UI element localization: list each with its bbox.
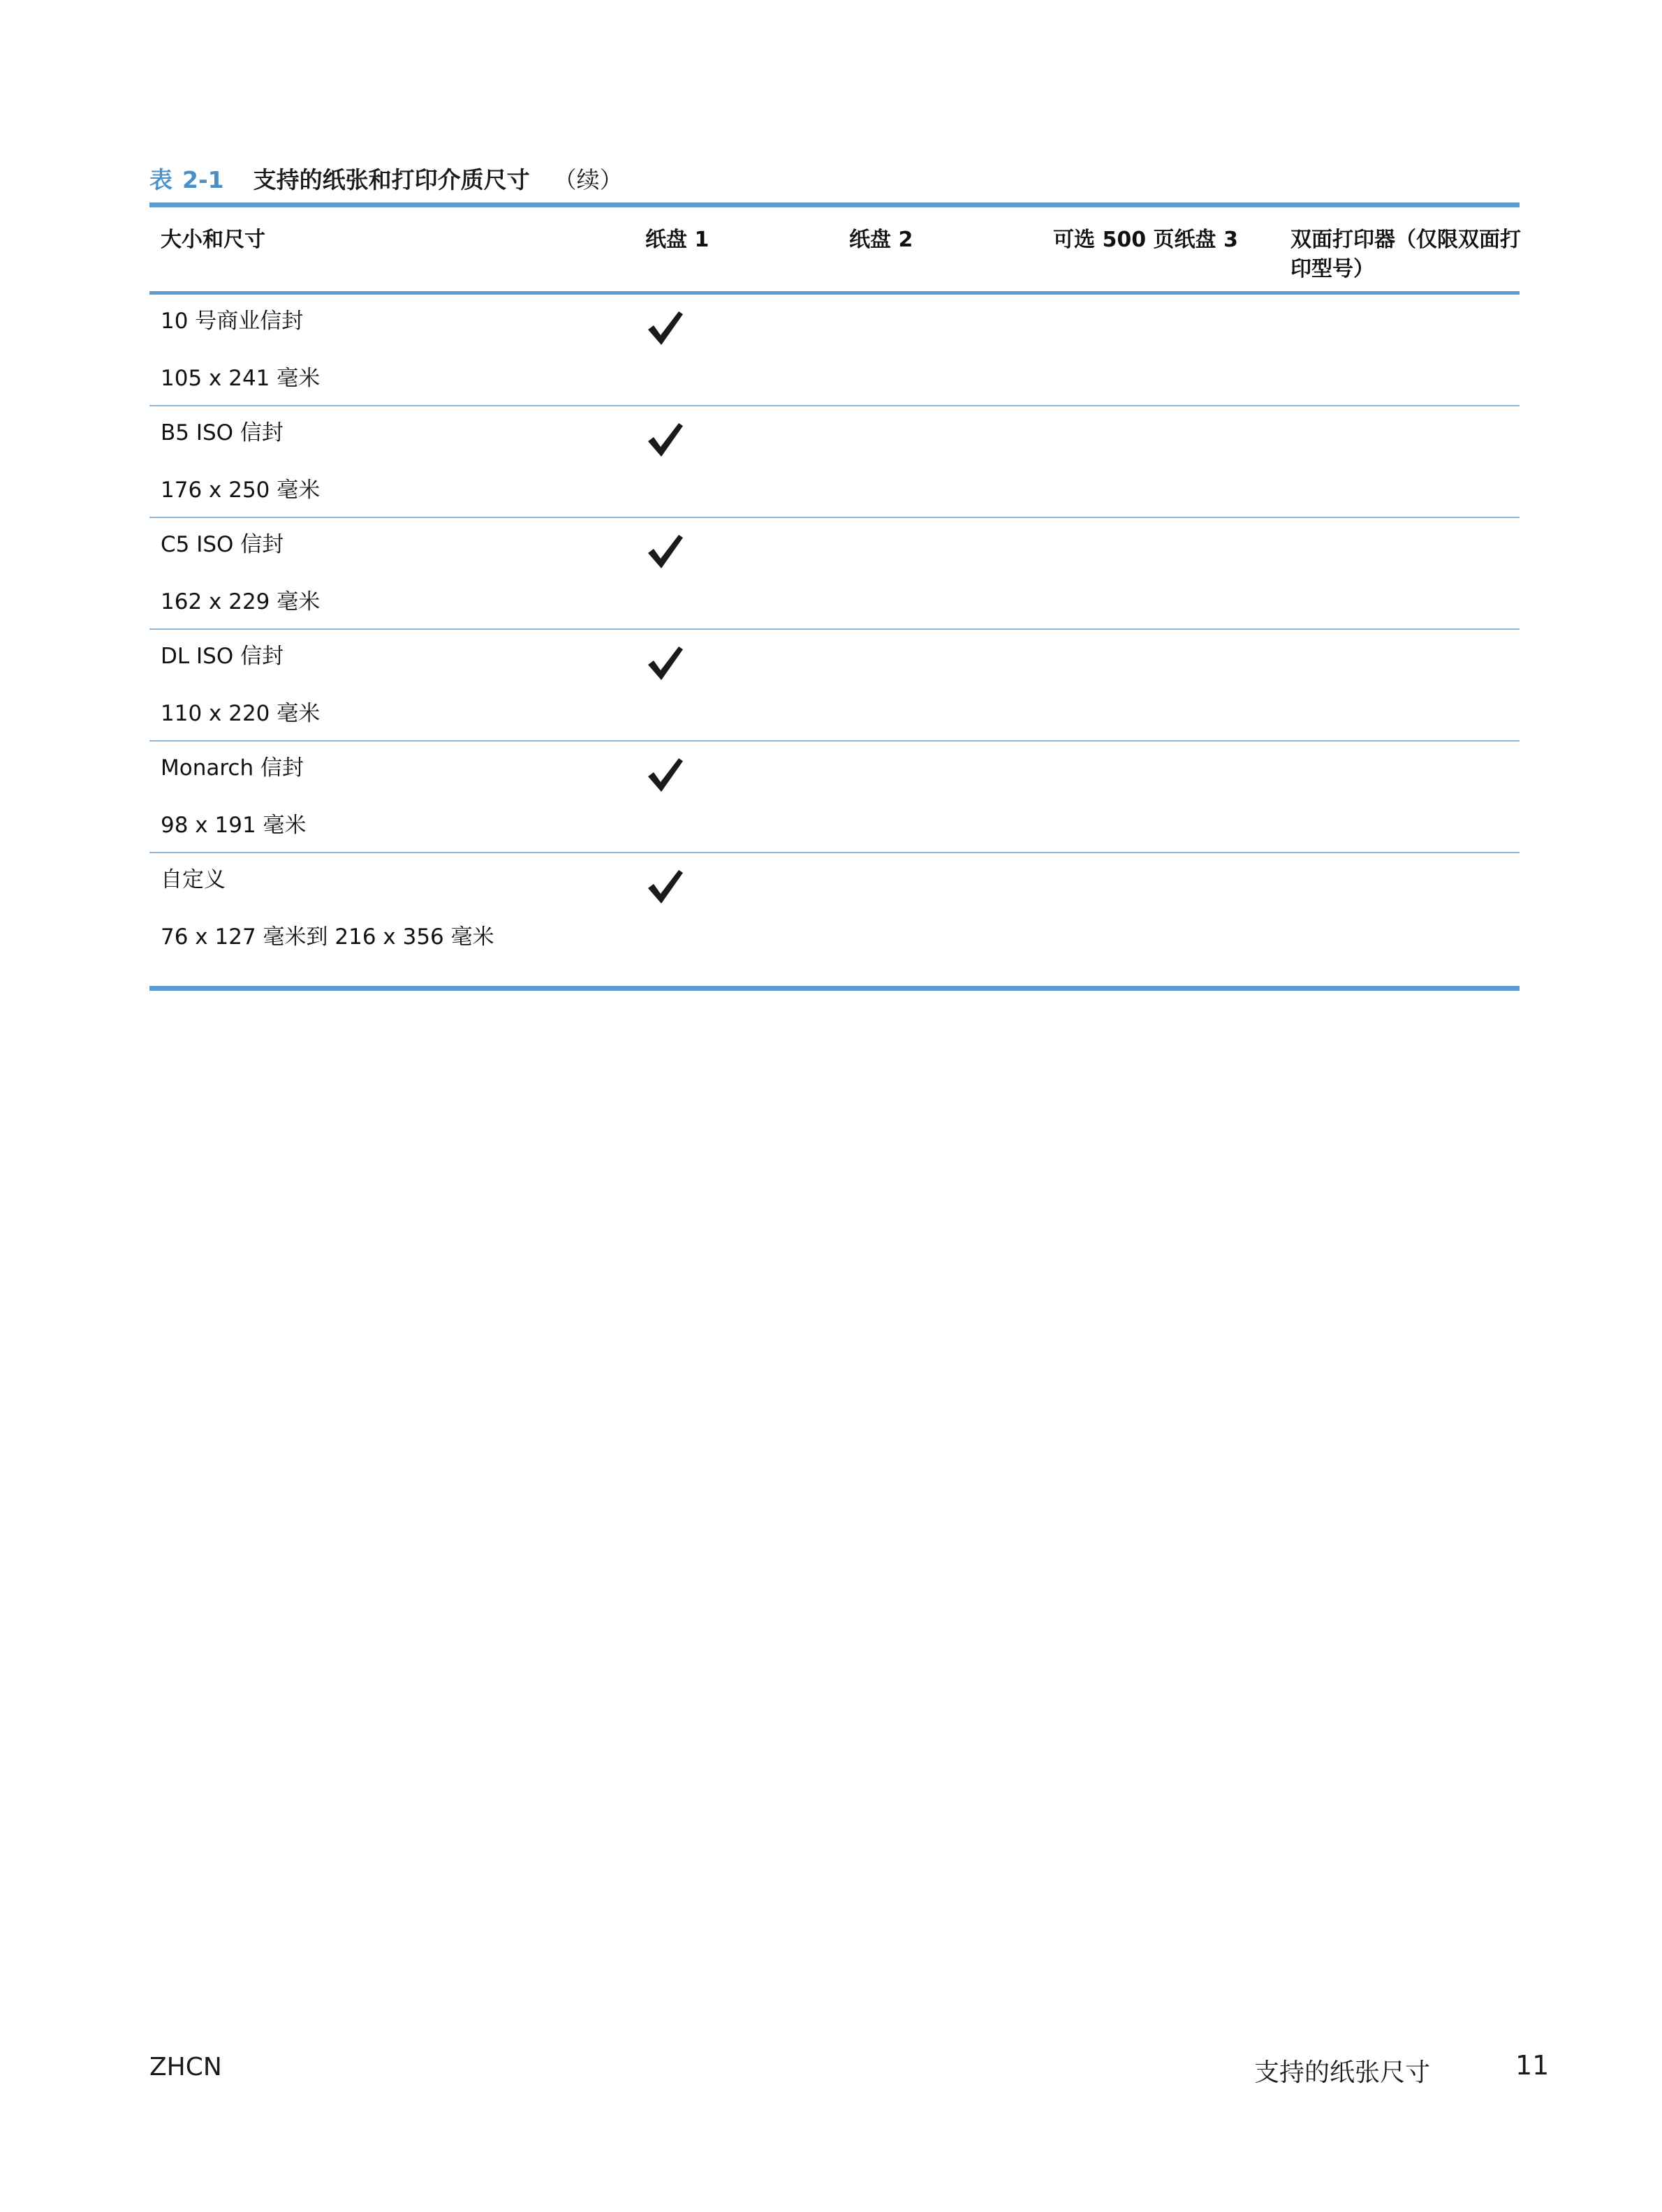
footer-locale: ZHCN (149, 2053, 222, 2081)
table-row (149, 742, 1520, 853)
page-number: 11 (1515, 2050, 1550, 2081)
check-mark-icon (644, 642, 686, 684)
row-dimensions: 105 x 241 毫米 (161, 366, 321, 391)
table-header-row (149, 207, 1520, 291)
table-row (149, 630, 1520, 742)
check-mark-icon (644, 754, 686, 796)
check-mark-icon (644, 419, 686, 461)
row-size-name: 自定义 (161, 867, 226, 892)
row-size-name: DL ISO 信封 (161, 644, 284, 669)
header-size: 大小和尺寸 (161, 228, 265, 252)
check-mark-icon (644, 307, 686, 349)
table-caption (149, 162, 623, 196)
row-dimensions: 176 x 250 毫米 (161, 478, 321, 503)
row-size-name: B5 ISO 信封 (161, 420, 284, 445)
table-top-rule (149, 202, 1520, 207)
paper-size-table (149, 202, 1520, 991)
caption-label: 表 (149, 166, 172, 193)
footer-section-title: 支持的纸张尺寸 (1254, 2058, 1431, 2087)
table-row (149, 518, 1520, 630)
row-size-name: C5 ISO 信封 (161, 532, 284, 557)
row-dimensions: 162 x 229 毫米 (161, 589, 321, 614)
check-mark-icon (644, 531, 686, 573)
table-bottom-rule (149, 986, 1520, 991)
table-row (149, 406, 1520, 518)
check-mark-icon (644, 866, 686, 908)
caption-continued: （续） (553, 166, 623, 193)
row-dimensions: 110 x 220 毫米 (161, 701, 321, 726)
row-size-name: 10 号商业信封 (161, 309, 304, 334)
caption-number: 2-1 (182, 166, 224, 193)
header-duplex: 双面打印器（仅限双面打印型号） (1290, 228, 1521, 281)
header-tray-2: 纸盘 2 (849, 228, 913, 252)
row-dimensions: 76 x 127 毫米到 216 x 356 毫米 (161, 924, 494, 950)
table-row (149, 853, 1520, 986)
row-dimensions: 98 x 191 毫米 (161, 813, 307, 838)
header-tray-3: 可选 500 页纸盘 3 (1053, 228, 1238, 252)
caption-title: 支持的纸张和打印介质尺寸 (253, 166, 530, 193)
header-tray-1: 纸盘 1 (645, 228, 709, 252)
table-row (149, 295, 1520, 406)
row-size-name: Monarch 信封 (161, 755, 304, 781)
